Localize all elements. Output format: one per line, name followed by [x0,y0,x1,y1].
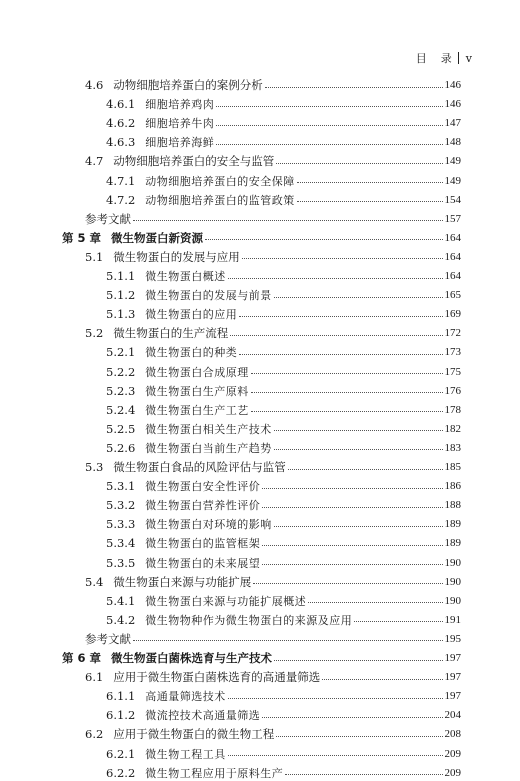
dot-leader [251,392,443,393]
toc-entry-page: 169 [444,308,461,321]
dot-leader [242,258,443,259]
toc-entry-number: 5.3.2 [106,498,136,513]
toc-entry[interactable] [106,766,461,780]
toc-entry[interactable] [85,670,461,684]
toc-entry[interactable] [106,422,461,436]
toc-entry-title: 动物细胞培养蛋白的安全保障 [145,174,295,188]
toc-entry-page: 164 [444,231,461,244]
toc-entry-title: 细胞培养海鲜 [145,136,215,150]
toc-entry[interactable] [106,384,461,398]
dot-leader [285,774,442,775]
toc-entry-title: 微生物工程应用于原料生产 [145,766,284,780]
dot-leader [288,469,443,470]
toc-entry-title: 微生物蛋白的种类 [145,346,238,360]
toc-entry-page: 190 [444,556,461,569]
toc-entry-title: 微生物蛋白来源与功能扩展概述 [145,594,307,608]
toc-entry[interactable] [62,231,461,245]
toc-entry-title: 微生物蛋白生产工艺 [145,403,249,417]
toc-entry[interactable] [106,708,461,722]
toc-entry[interactable] [85,632,461,646]
toc-entry-number: 5.2.1 [106,345,136,360]
toc-entry-page: 189 [444,537,461,550]
toc-entry-number: 5.1.1 [106,269,136,283]
toc-entry-title: 微生物物种作为微生物蛋白的来源及应用 [145,613,353,627]
toc-entry-number: 5.1.3 [106,307,136,322]
dot-leader [216,144,442,145]
toc-entry-title: 微生物蛋白生产原料 [145,384,249,398]
toc-entry-page: 183 [444,441,461,454]
toc-entry-title: 微生物蛋白食品的风险评估与监管 [113,460,286,474]
toc-entry-number: 4.6.1 [106,97,136,112]
toc-entry-number: 6.1.2 [106,708,136,723]
toc-entry[interactable] [106,517,461,531]
dot-leader [230,335,442,336]
toc-entry-number: 5.4 [85,574,104,589]
toc-entry-page: 154 [444,193,461,206]
toc-entry[interactable] [106,403,461,417]
header-separator [458,52,459,64]
toc-entry-title: 微生物蛋白的未来展望 [145,556,261,570]
dot-leader [274,526,443,527]
toc-entry[interactable] [106,747,461,761]
toc-entry-page: 173 [444,346,461,359]
toc-entry-page: 149 [444,174,461,187]
dot-leader [262,507,442,508]
toc-entry-page: 148 [444,136,461,149]
toc-entry-title: 微生物蛋白的监管框架 [145,537,261,551]
toc-entry-title: 微生物蛋白新资源 [111,230,204,245]
toc-entry[interactable] [85,154,461,168]
toc-entry-page: 209 [444,747,461,760]
toc-entry-page: 185 [444,461,461,473]
toc-entry-title: 微生物蛋白营养性评价 [145,499,261,513]
toc-entry-number: 5.2.3 [106,383,136,398]
toc-entry-title: 应用于微生物蛋白菌株选育的高通量筛选 [113,670,321,685]
dot-leader [262,488,442,489]
toc-entry-title: 微生物蛋白对环境的影响 [145,518,272,532]
toc-entry-number: 4.7 [85,154,104,169]
dot-leader [253,583,442,584]
toc-entry-page: 209 [444,766,461,779]
toc-entry-title: 动物细胞培养蛋白的安全与监管 [113,154,275,169]
toc-entry-title: 参考文献 [85,631,131,646]
toc-entry[interactable] [106,345,461,359]
toc-entry-page: 157 [444,212,461,225]
dot-leader [228,278,443,279]
dot-leader [216,106,442,107]
toc-entry-title: 微生物蛋白相关生产技术 [145,422,272,436]
toc-entry-number: 第 5 章 [62,230,102,245]
dot-leader [262,564,442,565]
toc-entry-title: 动物细胞培养蛋白的案例分析 [113,78,263,92]
toc-entry[interactable] [106,441,461,455]
toc-entry[interactable] [106,613,461,627]
toc-entry[interactable] [106,498,461,512]
toc-entry-page: 186 [444,480,461,493]
toc-entry-number: 5.3.1 [106,479,136,494]
toc-entry[interactable] [106,135,461,149]
toc-entry[interactable] [85,575,461,589]
toc-entry[interactable] [85,250,461,264]
toc-entry-number: 4.6.2 [106,116,136,131]
toc-entry[interactable] [85,326,461,340]
dot-leader [216,125,442,126]
toc-entry-title: 微生物蛋白当前生产趋势 [145,441,272,455]
toc-entry[interactable] [106,174,461,188]
toc-entry-page: 182 [444,422,461,435]
toc-entry-page: 190 [444,575,461,588]
dot-leader [276,736,442,737]
toc-entry[interactable] [106,193,461,207]
dot-leader [133,220,443,221]
toc-entry-title: 微生物蛋白安全性评价 [145,480,261,494]
toc-entry-number: 5.3.3 [106,517,136,532]
toc-entry[interactable] [106,307,461,321]
dot-leader [251,411,443,412]
toc-entry-page: 204 [444,709,461,722]
toc-entry-number: 5.2.2 [106,364,136,379]
toc-entry-number: 5.4.2 [106,612,136,627]
toc-entry-number: 4.6.3 [106,135,136,150]
toc-entry-page: 191 [444,613,461,626]
toc-entry-number: 5.2.4 [106,402,136,417]
toc-entry-page: 197 [444,671,461,684]
toc-entry-title: 微生物蛋白合成原理 [145,365,249,379]
running-header [416,50,472,66]
toc-entry-page: 176 [444,384,461,397]
dot-leader [354,621,442,622]
toc-entry-number: 4.7.1 [106,173,136,188]
toc-entry-number: 5.2.5 [106,421,136,436]
toc-entry[interactable] [106,97,461,111]
dot-leader [251,373,443,374]
toc-entry-page: 195 [444,632,461,645]
toc-entry[interactable] [85,727,461,741]
toc-entry[interactable] [106,556,461,570]
toc-entry-title: 微生物蛋白的发展与前景 [145,289,272,303]
toc-entry-number: 6.2 [85,727,104,742]
toc-entry-page: 165 [444,289,461,302]
toc-entry-number: 5.1.2 [106,288,136,303]
toc-entry-number: 4.7.2 [106,192,136,207]
toc-entry-page: 197 [444,690,461,703]
dot-leader [205,239,442,240]
dot-leader [262,717,442,718]
toc-entry-number: 5.3.4 [106,536,136,551]
toc-entry[interactable] [106,536,461,550]
toc-entry-number: 5.4.1 [106,593,136,608]
dot-leader [274,297,443,298]
dot-leader [274,449,443,450]
toc-entry-title: 高通量筛选技术 [145,690,226,704]
toc-entry-title: 微生物蛋白的发展与应用 [113,249,240,264]
toc-entry-number: 5.2.6 [106,440,136,455]
toc-entry-page: 175 [444,365,461,378]
toc-entry-number: 第 6 章 [62,651,102,665]
toc-entry-number: 4.6 [85,78,104,92]
dot-leader [265,87,443,88]
toc-entry[interactable] [85,460,461,474]
toc-entry[interactable] [106,479,461,493]
toc-entry-title: 细胞培养鸡肉 [145,98,215,112]
toc-entry[interactable] [85,212,461,226]
toc-entry[interactable] [106,116,461,130]
toc-entry[interactable] [106,269,461,283]
toc-entry-page: 188 [444,499,461,512]
dot-leader [228,698,443,699]
toc-entry-number: 5.1 [85,249,104,264]
toc-entry-title: 参考文献 [85,211,131,226]
toc-entry[interactable] [106,594,461,608]
toc-entry-page: 197 [444,652,461,664]
dot-leader [276,163,442,164]
toc-entry-page: 208 [444,728,461,741]
toc-entry-page: 172 [444,327,461,340]
header-page-number: v [465,51,472,65]
toc-entry-number: 6.1.1 [106,689,136,704]
toc-entry-title: 细胞培养牛肉 [145,117,215,131]
toc-entry-number: 5.3.5 [106,555,136,570]
toc-entry-page: 189 [444,518,461,531]
toc-entry[interactable] [62,651,461,665]
toc-entry-title: 微生物工程工具 [145,747,226,761]
dot-leader [262,545,442,546]
toc-entry-title: 微生物蛋白的应用 [145,308,238,322]
dot-leader [322,679,442,680]
toc-entry-title: 微流控技术高通量筛选 [145,709,261,723]
toc-entry[interactable] [106,689,461,703]
toc-entry-page: 147 [444,117,461,130]
toc-entry-page: 178 [444,403,461,416]
toc-entry-title: 应用于微生物蛋白的微生物工程 [113,727,275,742]
toc-entry-page: 164 [444,270,461,282]
dot-leader [297,182,443,183]
toc-entry[interactable] [85,78,461,92]
toc-entry-number: 5.3 [85,460,104,474]
toc-entry-number: 6.2.2 [106,765,136,780]
dot-leader [239,354,442,355]
dot-leader [228,755,443,756]
header-label: 目 录 [415,52,452,65]
dot-leader [297,201,443,202]
toc-entry-title: 微生物蛋白概述 [145,270,226,283]
toc-entry-page: 146 [444,79,461,91]
dot-leader [239,316,442,317]
toc-entry[interactable] [106,365,461,379]
dot-leader [274,660,442,661]
toc-entry-page: 190 [444,594,461,607]
toc-entry-page: 146 [444,98,461,111]
toc-entry[interactable] [106,288,461,302]
dot-leader [133,640,443,641]
toc-entry-title: 动物细胞培养蛋白的监管政策 [145,193,295,207]
toc-entry-page: 164 [444,250,461,263]
dot-leader [274,430,443,431]
toc-entry-page: 149 [444,155,461,168]
toc-entry-title: 微生物蛋白来源与功能扩展 [113,574,252,589]
toc-entry-title: 微生物蛋白的生产流程 [113,326,229,341]
dot-leader [308,602,442,603]
toc-entry-number: 5.2 [85,326,104,341]
toc-entry-number: 6.2.1 [106,746,136,761]
toc-entry-number: 6.1 [85,670,104,685]
toc-entry-title: 微生物蛋白菌株选育与生产技术 [111,651,273,665]
